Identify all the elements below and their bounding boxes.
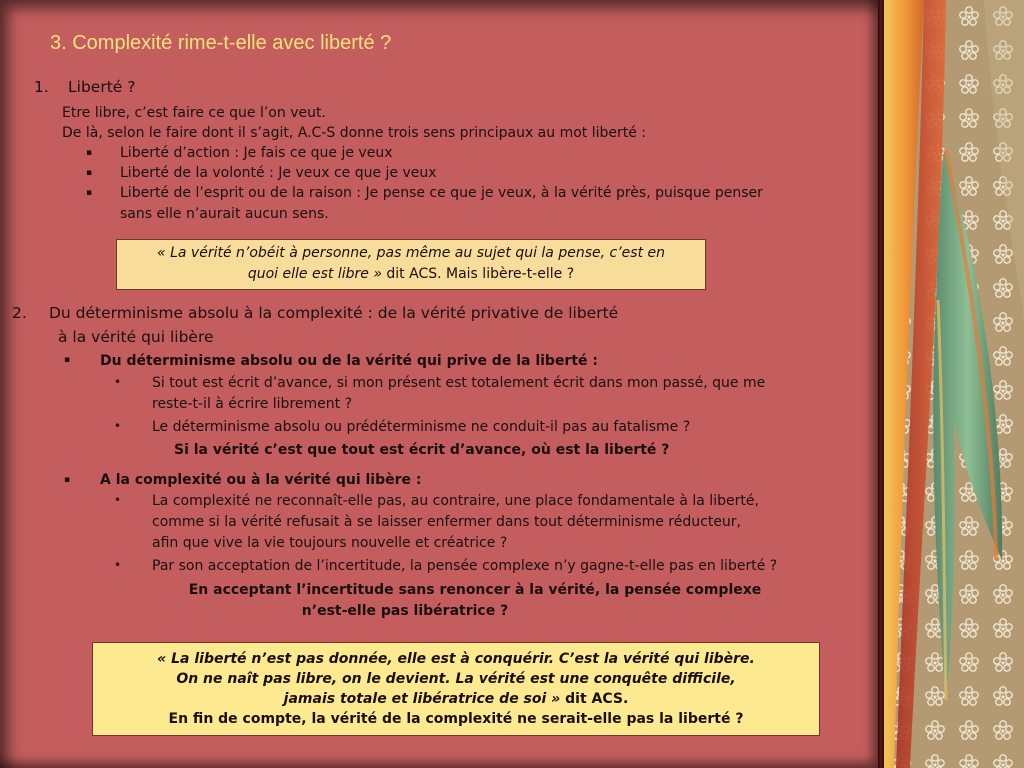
- dot-bullet-icon: •: [114, 558, 122, 572]
- quote2-line2: On ne naît pas libre, on le devient. La vérité est une conquête difficile,: [176, 671, 736, 687]
- section1-bullet-2: Liberté de la volonté : Je veux ce que je veux: [120, 165, 437, 181]
- sub2-item-1: La complexité ne reconnaît-elle pas, au contraire, une place fondamentale à la liberté,: [152, 493, 759, 509]
- quote2-line3-italic: jamais totale et libératrice de soi »: [283, 691, 561, 707]
- section1-line1: Etre libre, c’est faire ce que l’on veut.: [62, 105, 326, 121]
- quote1-line2-rest: dit ACS. Mais libère-t-elle ?: [381, 266, 575, 282]
- sub2-item-1-cont2: afin que vive la vie toujours nouvelle et créatrice ?: [152, 535, 508, 551]
- square-bullet-icon: ▪: [64, 475, 71, 485]
- section1-bullet-3-cont: sans elle n’aurait aucun sens.: [120, 206, 329, 222]
- section1-heading: Liberté ?: [68, 78, 136, 96]
- quote1-line2: [117, 266, 705, 282]
- section2-heading-line2: à la vérité qui libère: [58, 328, 214, 346]
- sub2-conclusion-line2: n’est-elle pas libératrice ?: [301, 603, 509, 619]
- dot-bullet-icon: •: [114, 493, 122, 507]
- section1-line2: De là, selon le faire dont il s’agit, A.C-S donne trois sens principaux au mot liberté :: [62, 125, 647, 141]
- decorative-pattern-graphic: [884, 0, 1024, 768]
- sub1-item-1: Si tout est écrit d’avance, si mon présent est totalement écrit dans mon passé, que me: [152, 375, 766, 391]
- sub1-conclusion: Si la vérité c’est que tout est écrit d’avance, où est la liberté ?: [174, 442, 670, 458]
- sub1-item-1-cont: reste-t-il à écrire librement ?: [152, 396, 352, 412]
- square-bullet-icon: ▪: [86, 188, 93, 198]
- sub2-title: A la complexité ou à la vérité qui libère :: [100, 472, 422, 488]
- quote1-line2-italic: quoi elle est libre »: [247, 266, 382, 282]
- quote2-line3-rest: dit ACS.: [560, 691, 629, 707]
- quote-box-2: [92, 642, 820, 736]
- sub2-item-2: Par son acceptation de l’incertitude, la pensée complexe n’y gagne-t-elle pas en liberté ?: [152, 558, 778, 574]
- section2-number: 2.: [12, 304, 27, 322]
- slide-title: 3. Complexité rime-t-elle avec liberté ?: [50, 32, 392, 54]
- square-bullet-icon: ▪: [86, 168, 93, 178]
- dot-bullet-icon: •: [114, 419, 122, 433]
- quote1-line1: « La vérité n’obéit à personne, pas même au sujet qui la pense, c’est en: [157, 245, 665, 261]
- sub2-conclusion-line1: En acceptant l’incertitude sans renoncer à la vérité, la pensée complexe: [188, 582, 762, 598]
- decorative-panel: [884, 0, 1024, 768]
- quote2-line3: [93, 691, 819, 707]
- sub2-item-1-cont1: comme si la vérité refusait à se laisser enfermer dans tout déterminisme réducteur,: [152, 514, 742, 530]
- square-bullet-icon: ▪: [86, 148, 93, 158]
- section1-number: 1.: [34, 78, 49, 96]
- sub1-title: Du déterminisme absolu ou de la vérité qui prive de la liberté :: [100, 353, 598, 369]
- quote2-line1: « La liberté n’est pas donnée, elle est à conquérir. C’est la vérité qui libère.: [157, 651, 755, 667]
- quote2-line4: En fin de compte, la vérité de la complexité ne serait-elle pas la liberté ?: [168, 711, 744, 727]
- sub1-item-2: Le déterminisme absolu ou prédéterminisme ne conduit-il pas au fatalisme ?: [152, 419, 691, 435]
- dot-bullet-icon: •: [114, 375, 122, 389]
- section2-heading-line1: Du déterminisme absolu à la complexité : de la vérité privative de liberté: [49, 304, 619, 322]
- section1-bullet-1: Liberté d’action : Je fais ce que je veux: [120, 145, 393, 161]
- square-bullet-icon: ▪: [64, 355, 71, 365]
- quote-box-1: [116, 239, 706, 290]
- section1-bullet-3: Liberté de l’esprit ou de la raison : Je pense ce que je veux, à la vérité près, puisque penser: [120, 185, 763, 201]
